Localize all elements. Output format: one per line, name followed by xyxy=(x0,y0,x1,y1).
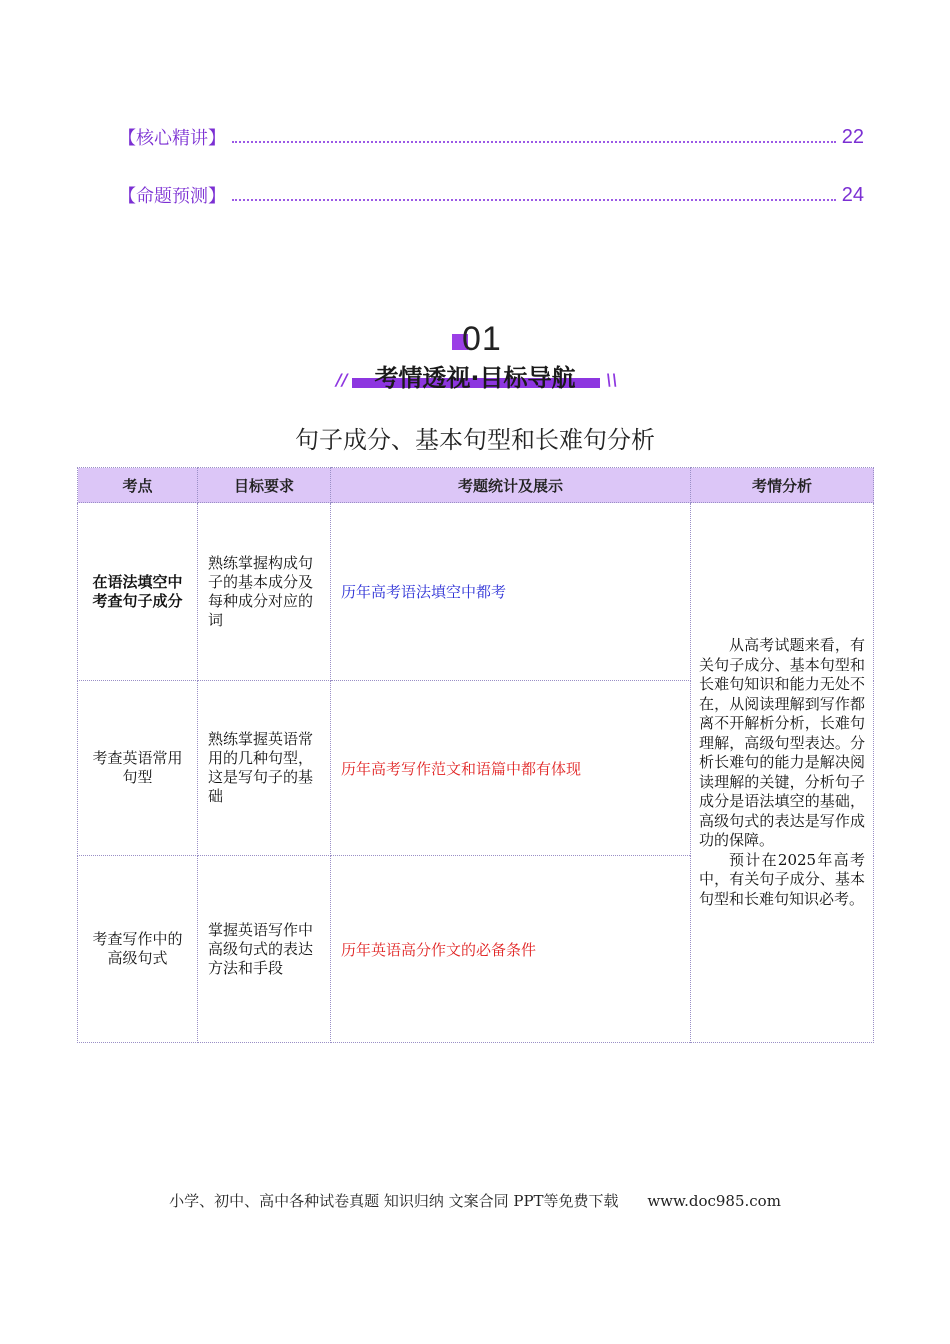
statistics-cell: 历年英语高分作文的必备条件 xyxy=(331,856,691,1043)
exam-analysis-table xyxy=(77,467,874,1043)
table-row xyxy=(78,503,874,681)
right-slash-decoration: \\ xyxy=(606,370,618,389)
toc-entry-prediction[interactable] xyxy=(118,182,864,208)
toc-label: 【核心精讲】 xyxy=(118,128,226,149)
section-header xyxy=(330,318,620,398)
statistics-cell: 历年高考语法填空中都考 xyxy=(331,503,691,681)
header-exam-point: 考点 xyxy=(78,468,198,503)
toc-leader-dots xyxy=(232,141,836,143)
document-title: 句子成分、基本句型和长难句分析 xyxy=(295,426,655,454)
exam-point-cell: 考查写作中的高级句式 xyxy=(78,856,198,1043)
header-objective: 目标要求 xyxy=(198,468,331,503)
toc-page-number: 22 xyxy=(841,125,864,148)
header-analysis: 考情分析 xyxy=(691,468,874,503)
table-header-row xyxy=(78,468,874,503)
analysis-cell xyxy=(691,503,874,1043)
section-title: 考情透视·目标导航 xyxy=(374,364,576,392)
toc-entry-core[interactable] xyxy=(118,124,864,150)
header-statistics: 考题统计及展示 xyxy=(331,468,691,503)
exam-point-cell: 考查英语常用句型 xyxy=(78,681,198,856)
exam-point-cell: 在语法填空中考查句子成分 xyxy=(78,503,198,681)
footer-text: 小学、初中、高中各种试卷真题 知识归纳 文案合同 PPT等免费下载 xyxy=(169,1192,619,1210)
analysis-paragraph: 预计在2025年高考中，有关句子成分、基本句型和长难句知识必考。 xyxy=(699,850,865,908)
toc-leader-dots xyxy=(232,199,836,201)
objective-cell: 掌握英语写作中高级句式的表达方法和手段 xyxy=(198,856,331,1043)
left-slash-decoration: // xyxy=(336,370,348,389)
objective-cell: 熟练掌握英语常用的几种句型，这是写句子的基础 xyxy=(198,681,331,856)
footer-url-link[interactable]: www.doc985.com xyxy=(647,1192,781,1210)
objective-cell: 熟练掌握构成句子的基本成分及每种成分对应的词 xyxy=(198,503,331,681)
toc-page-number: 24 xyxy=(841,183,864,206)
analysis-paragraph: 从高考试题来看，有关句子成分、基本句型和长难句知识和能力无处不在，从阅读理解到写作都离不开解析分析，长难句理解，高级句型表达。分析长难句的能力是解决阅读理解的关键，分析句子成分是语法填空的基础，高级句式的表达是写作成功的保障。 xyxy=(699,636,865,849)
section-number: 01 xyxy=(462,320,502,358)
page-footer xyxy=(0,1190,950,1211)
statistics-cell: 历年高考写作范文和语篇中都有体现 xyxy=(331,681,691,856)
toc-label: 【命题预测】 xyxy=(118,186,226,207)
